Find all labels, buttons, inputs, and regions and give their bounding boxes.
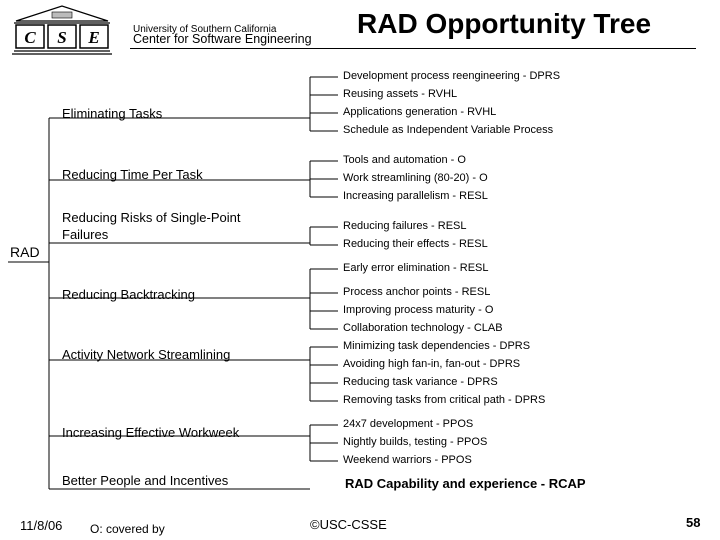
leaf-item: Applications generation - RVHL (343, 106, 497, 118)
leaf-item: Work streamlining (80-20) - O (343, 172, 488, 184)
branch-label-activity-network: Activity Network Streamlining (62, 347, 231, 362)
leaf-item: Tools and automation - O (343, 154, 466, 166)
page-number: 58 (686, 515, 701, 530)
leaf-item: Reusing assets - RVHL (343, 88, 458, 100)
leaf-item: Development process reengineering - DPRS (343, 70, 561, 82)
center-name: Center for Software Engineering (133, 32, 312, 46)
logo-letter-c: C (24, 28, 36, 47)
university-name: University of Southern California (133, 24, 277, 35)
leaf-item: Reducing failures - RESL (343, 220, 467, 232)
leaf-item: Collaboration technology - CLAB (343, 322, 503, 334)
leaf-item: Nightly builds, testing - PPOS (343, 436, 488, 448)
footer-legend: O: covered by (90, 522, 165, 536)
branch-label-eliminating-tasks: Eliminating Tasks (62, 106, 163, 121)
leaf-item: Early error elimination - RESL (343, 262, 489, 274)
tree-root-label: RAD (10, 244, 40, 260)
leaf-item: Minimizing task dependencies - DPRS (343, 340, 531, 352)
capability-note: RAD Capability and experience - RCAP (345, 476, 586, 491)
branch-label-reducing-time: Reducing Time Per Task (62, 167, 203, 182)
footer-copyright: ©USC-CSSE (310, 517, 387, 532)
leaf-item: Avoiding high fan-in, fan-out - DPRS (343, 358, 521, 370)
leaf-item: Removing tasks from critical path - DPRS (343, 394, 546, 406)
logo-letter-e: E (88, 28, 100, 47)
leaf-item: Reducing task variance - DPRS (343, 376, 498, 388)
leaf-item: Reducing their effects - RESL (343, 238, 488, 250)
branch-label-reducing-risks: Reducing Risks of Single-Point Failures (62, 210, 241, 242)
branch-label-reducing-backtracking: Reducing Backtracking (62, 287, 195, 302)
leaf-item: Schedule as Independent Variable Process (343, 124, 554, 136)
branch-label-better-people: Better People and Incentives (62, 473, 229, 488)
leaf-item: Process anchor points - RESL (343, 286, 491, 298)
leaf-item: Improving process maturity - O (343, 304, 494, 316)
footer-date: 11/8/06 (20, 518, 63, 533)
leaf-item: Increasing parallelism - RESL (343, 190, 488, 202)
leaf-item: Weekend warriors - PPOS (343, 454, 472, 466)
leaf-item: 24x7 development - PPOS (343, 418, 474, 430)
branch-label-effective-workweek: Increasing Effective Workweek (62, 425, 240, 440)
page-title: RAD Opportunity Tree (357, 8, 652, 39)
logo-letter-s: S (57, 28, 67, 47)
